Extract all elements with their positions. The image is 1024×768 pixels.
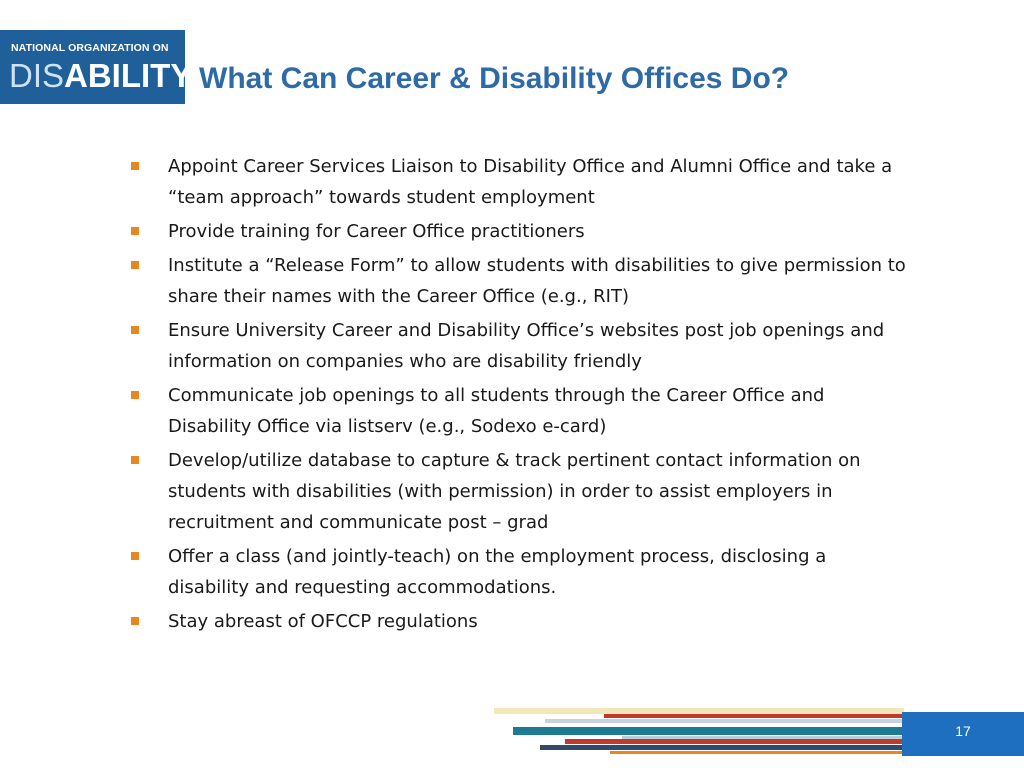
bullet-text: Provide training for Career Office practitioners [168, 221, 585, 242]
logo-wordmark [9, 59, 192, 93]
bullet-square-icon [131, 617, 139, 625]
bullet-text: Stay abreast of OFCCP regulations [168, 611, 478, 632]
bullet-square-icon [131, 227, 139, 235]
page-number-box [902, 712, 1024, 756]
bullet-text: Institute a “Release Form” to allow students with disabilities to give permission to share their names with the Career Office (e.g., RIT) [168, 255, 906, 307]
stripe-red-lower [565, 739, 904, 744]
slide-title: What Can Career & Disability Offices Do? [199, 62, 790, 95]
bullet-text: Offer a class (and jointly-teach) on the employment process, disclosing a disability and requesting accommodations. [168, 546, 827, 598]
stripe-orange [610, 751, 904, 754]
stripe-navy [540, 745, 904, 750]
logo [0, 30, 193, 104]
logo-wordmark-light: DIS [9, 57, 65, 94]
bullet-item [130, 606, 910, 637]
logo-org-line: NATIONAL ORGANIZATION ON [11, 42, 169, 54]
bullet-square-icon [131, 162, 139, 170]
stripe-cream [494, 708, 904, 714]
bullet-square-icon [131, 261, 139, 269]
bullet-item [130, 315, 910, 377]
stripe-light-blue [545, 719, 904, 723]
bullet-text: Appoint Career Services Liaison to Disability Office and Alumni Office and take a “team approach” towards student employment [168, 156, 893, 208]
bullet-item [130, 151, 910, 213]
bullet-list [130, 151, 910, 640]
bullet-square-icon [131, 552, 139, 560]
bullet-text: Develop/utilize database to capture & track pertinent contact information on students with disabilities (with permission) in order to assist employers in recruitment and communicate post – grad [168, 450, 861, 533]
bullet-item [130, 250, 910, 312]
stripe-teal [513, 727, 904, 735]
bullet-item [130, 445, 910, 538]
bullet-item [130, 216, 910, 247]
logo-wordmark-bold: ABILITY [64, 57, 193, 94]
stripe-pale [622, 736, 904, 739]
bullet-text: Ensure University Career and Disability Office’s websites post job openings and information on companies who are disability friendly [168, 320, 885, 372]
bullet-square-icon [131, 456, 139, 464]
bullet-square-icon [131, 326, 139, 334]
bullet-square-icon [131, 391, 139, 399]
bullet-item [130, 541, 910, 603]
bullet-item [130, 380, 910, 442]
stripe-red [604, 714, 904, 718]
bullet-text: Communicate job openings to all students through the Career Office and Disability Office via listserv (e.g., Sodexo e-card) [168, 385, 825, 437]
page-number: 17 [955, 723, 971, 739]
